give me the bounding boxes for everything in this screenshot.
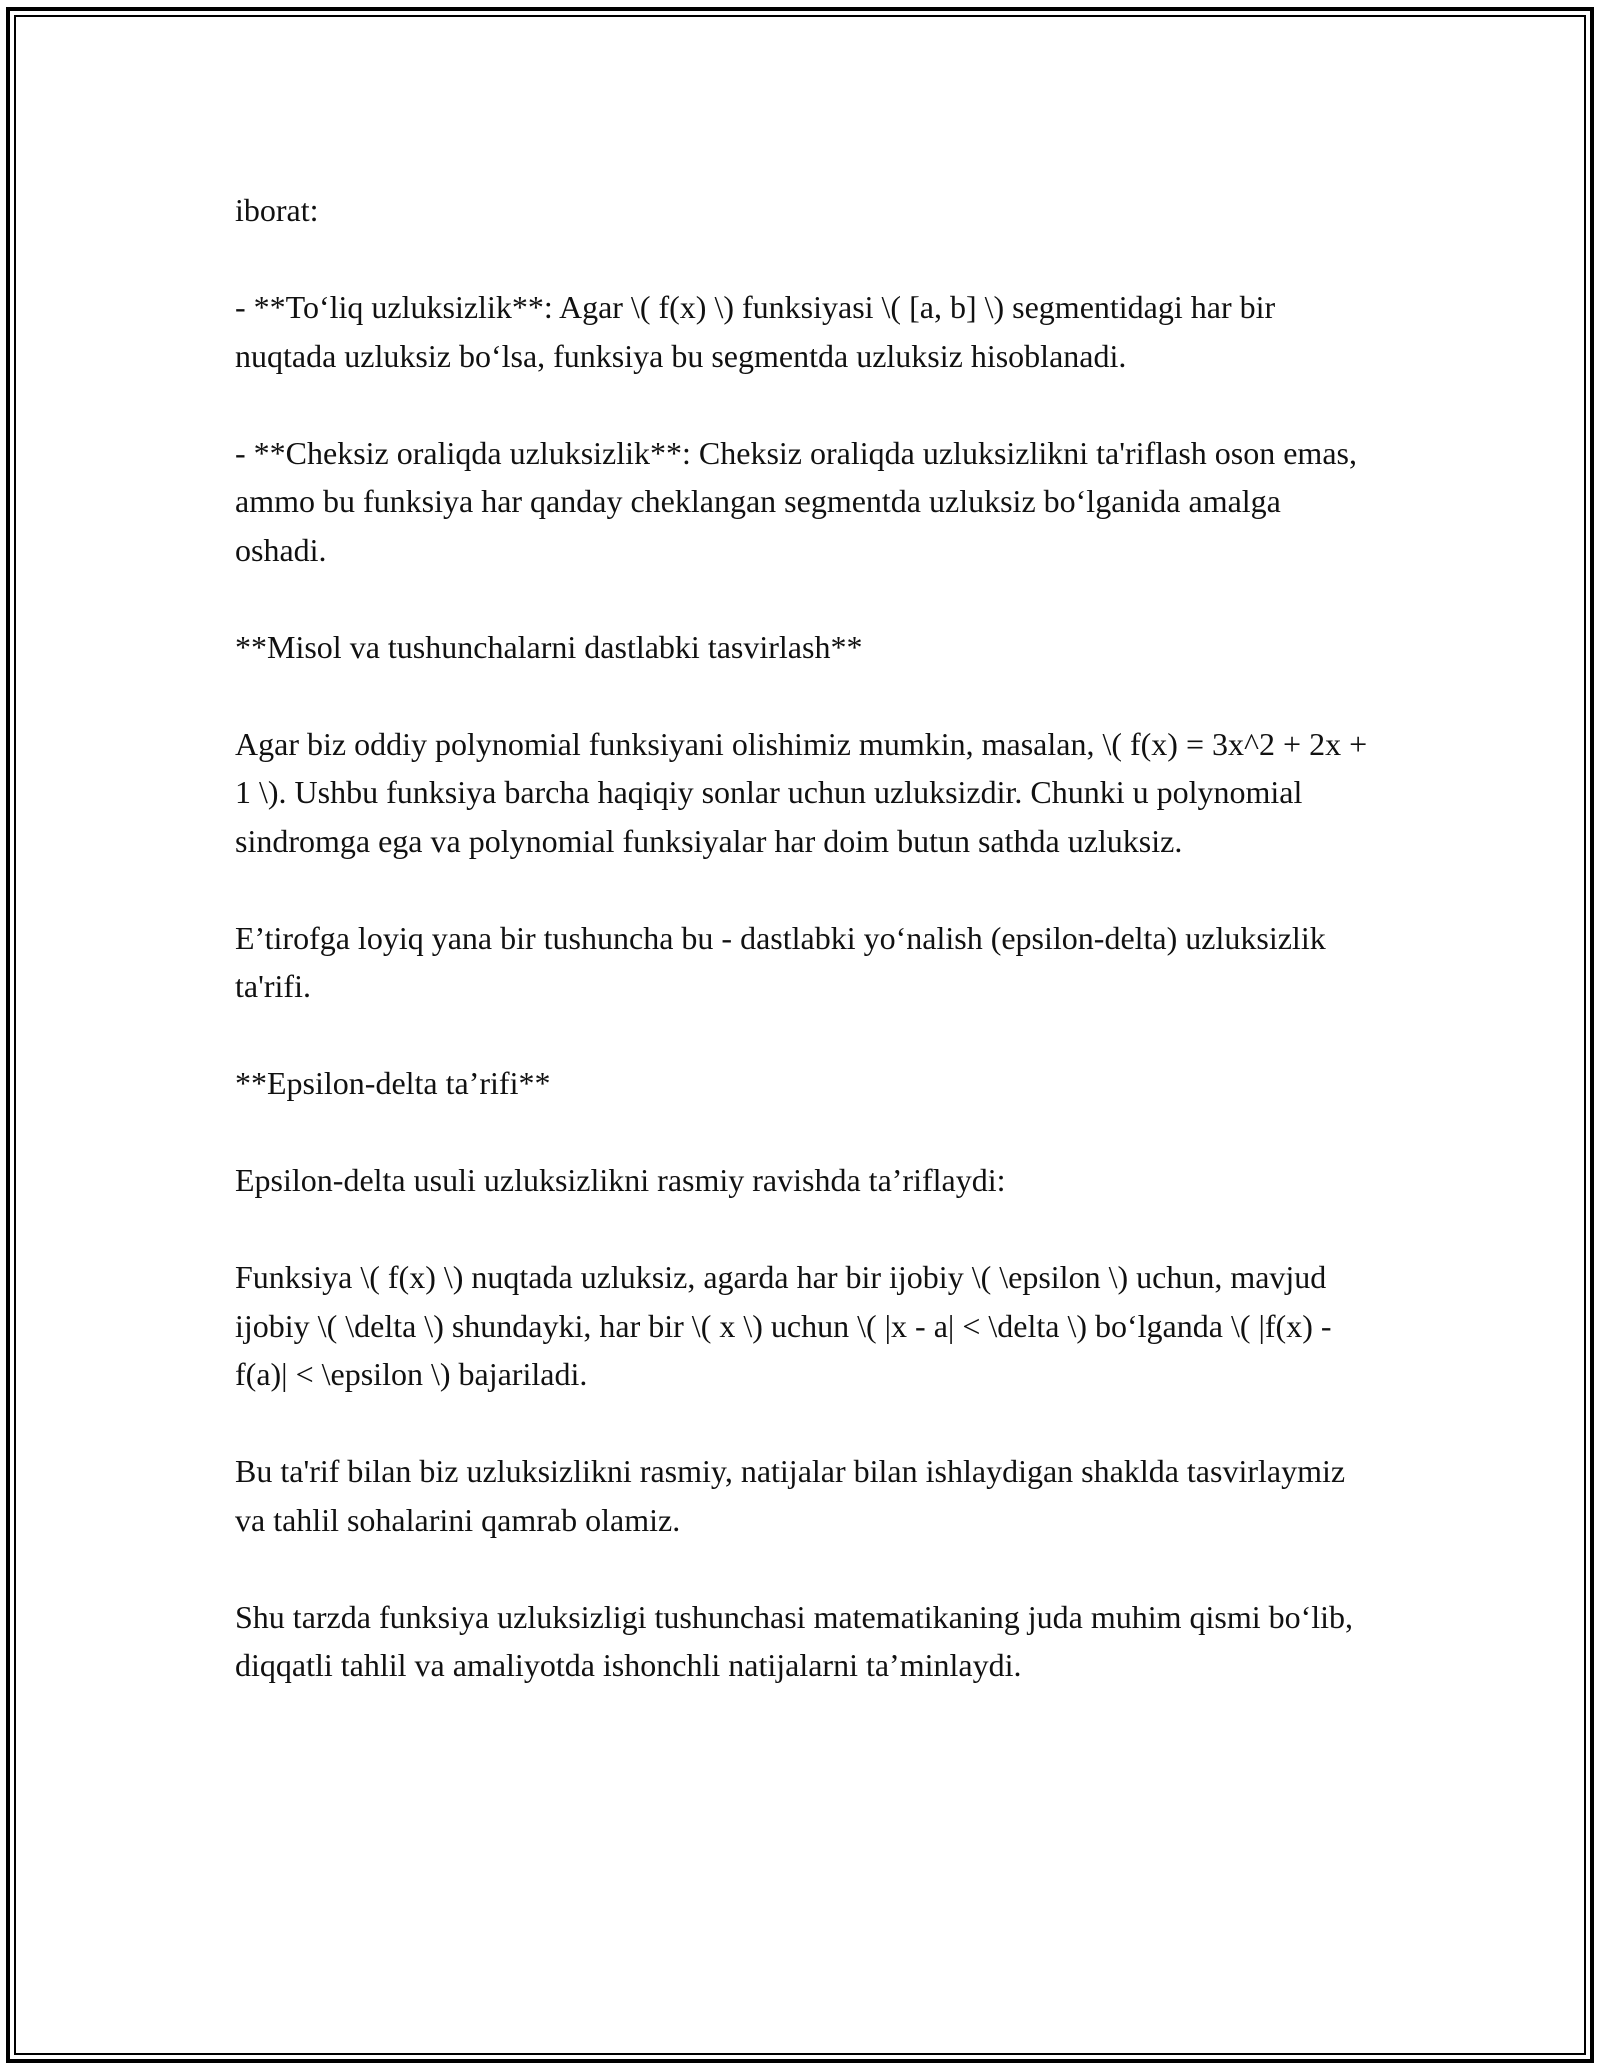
paragraph-conclusion: Shu tarzda funksiya uzluksizligi tushunchasi matematikaning juda muhim qismi bo‘lib, diqqatli tahlil va amaliyotda ishonchli natijalarni ta’minlaydi.	[235, 1598, 1354, 1683]
paragraph-epsilon-delta-intro: E’tirofga loyiq yana bir tushuncha bu - dastlabki yo‘nalish (epsilon-delta) uzluksizlik ta'rifi.	[235, 919, 1326, 1004]
paragraph-formal-description: Bu ta'rif bilan biz uzluksizlikni rasmiy, natijalar bilan ishlaydigan shaklda tasvirlaymiz va tahlil sohalarini qamrab olamiz.	[235, 1453, 1346, 1538]
paragraph-full-continuity: - **To‘liq uzluksizlik**: Agar \( f(x) \) funksiyasi \( [a, b] \) segmentidagi har bir nuqtada uzluksiz bo‘lsa, funksiya bu segmentda uzluksiz hisoblanadi.	[235, 289, 1276, 374]
document-body	[235, 186, 1375, 1738]
paragraph-epsilon-delta-method: Epsilon-delta usuli uzluksizlikni rasmiy ravishda ta’riflaydi:	[235, 1162, 1006, 1198]
paragraph-infinite-interval: - **Cheksiz oraliqda uzluksizlik**: Cheksiz oraliqda uzluksizlikni ta'riflash oson emas, ammo bu funksiya har qanday cheklangan segmentda uzluksiz bo‘lganida amalga oshadi.	[235, 434, 1357, 568]
heading-example: **Misol va tushunchalarni dastlabki tasvirlash**	[235, 628, 863, 665]
paragraph-epsilon-delta-definition: Funksiya \( f(x) \) nuqtada uzluksiz, agarda har bir ijobiy \( \epsilon \) uchun, mavjud ijobiy \( \delta \) shundayki, har bir \( x \) uchun \( |x - a| < \delta \) bo‘lganda \( |f(x) - f(a)| < \epsilon \) bajariladi.	[235, 1259, 1332, 1392]
heading-epsilon-delta: **Epsilon-delta ta’rifi**	[235, 1065, 551, 1101]
paragraph-intro: iborat:	[235, 192, 319, 228]
paragraph-polynomial-example: Agar biz oddiy polynomial funksiyani olishimiz mumkin, masalan, \( f(x) = 3x^2 + 2x + 1 \). Ushbu funksiya barcha haqiqiy sonlar uchun uzluksizdir. Chunki u polynomial sindromga ega va polynomial funksiyalar har doim butun sathda uzluksiz.	[235, 725, 1368, 859]
